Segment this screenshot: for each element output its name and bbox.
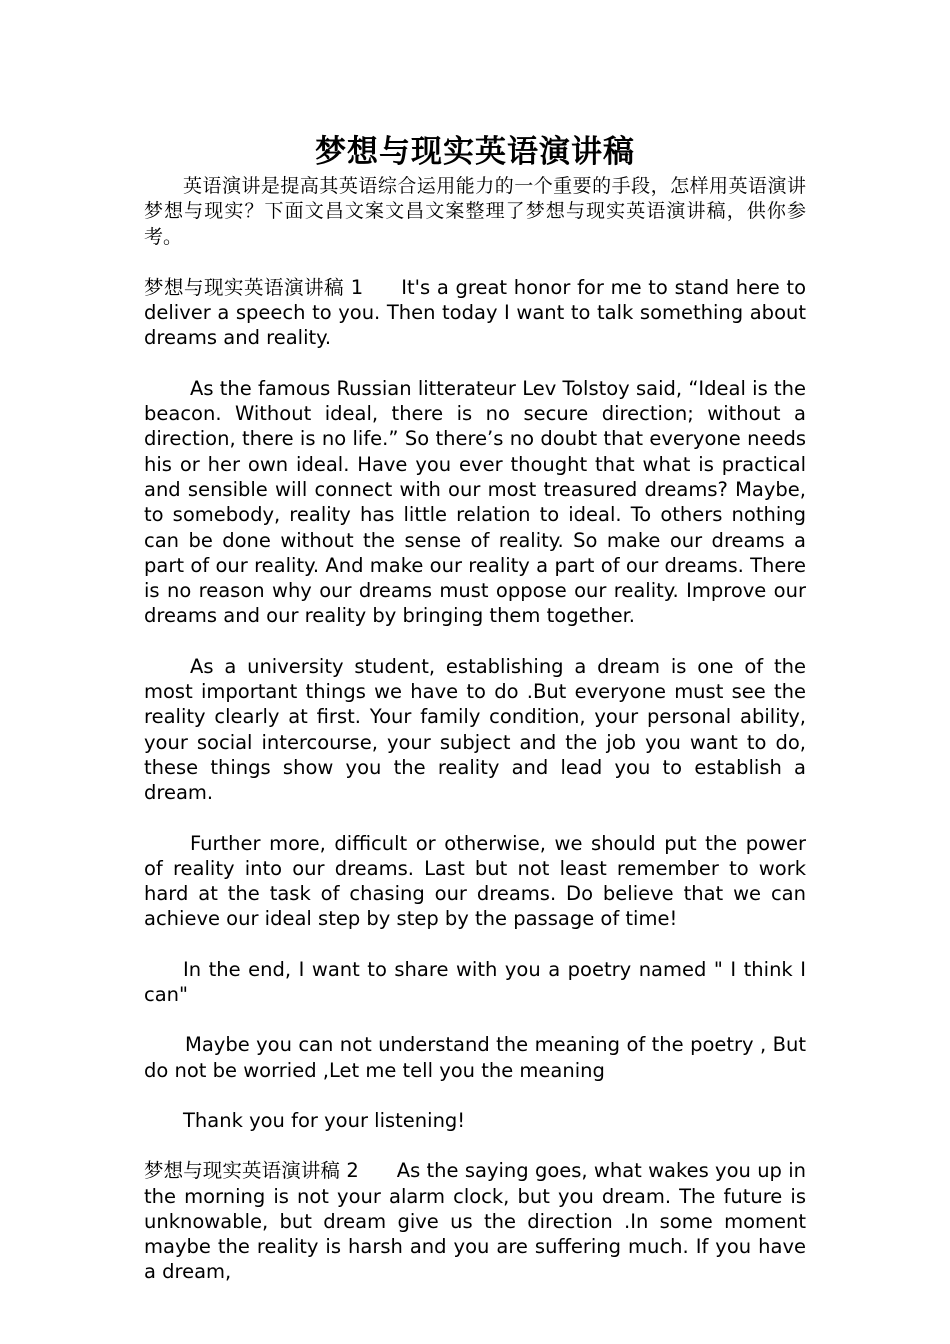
document-title: 梦想与现实英语演讲稿 xyxy=(315,134,635,170)
section-2-paragraph xyxy=(144,1158,806,1284)
document-page xyxy=(144,130,807,1284)
paragraph-poetry: In the end, I want to share with you a poetry named " I think I can" xyxy=(144,957,806,1007)
paragraph-meaning: Maybe you can not understand the meaning of the poetry , But do not be worried ,Let me tell you the meaning xyxy=(144,1033,806,1082)
section-1-opening: It's a great honor for me to stand here to deliver a speech to you. Then today I want to talk something about dreams and reality. xyxy=(144,275,807,350)
paragraph-further-more: Further more, difficult or otherwise, we should put the power of reality into our dreams. Last but not least remember to work hard at the task of chasing our dreams. Do believe that we can achieve our ideal step by step by the passage of time! xyxy=(144,831,806,931)
section-1-heading: 梦想与现实英语演讲稿 1 xyxy=(144,275,364,299)
paragraph-university-student: As a university student, establishing a dream is one of the most important things we have to do .But everyone must see the reality clearly at first. Your family condition, your personal ability, your social intercourse, your subject and the job you want to do, these things show you the reality and lead you to establish a dream. xyxy=(144,654,806,805)
intro-paragraph: 英语演讲是提高其英语综合运用能力的一个重要的手段，怎样用英语演讲梦想与现实？下面文昌文案文昌文案整理了梦想与现实英语演讲稿，供你参考。 xyxy=(144,175,806,248)
section-2-opening: As the saying goes, what wakes you up in the morning is not your alarm clock, but you dream. The future is unknowable, but dream give us the direction .In some moment maybe the reality is harsh and you are suffering much. If you have a dream, xyxy=(144,1159,807,1284)
section-2-heading: 梦想与现实英语演讲稿 2 xyxy=(144,1159,359,1183)
section-1-paragraph xyxy=(144,275,806,351)
paragraph-tolstoy: As the famous Russian litterateur Lev Tolstoy said, “Ideal is the beacon. Without ideal, there is no secure direction; without a direction, there is no life.” So there’s no doubt that everyone needs his or her own ideal. Have you ever thought that what is practical and sensible will connect with our most treasured dreams? Maybe, to somebody, reality has little relation to ideal. To others nothing can be done without the sense of reality. So make our dreams a part of our reality. And make our reality a part of our dreams. There is no reason why our dreams must oppose our reality. Improve our dreams and our reality by bringing them together. xyxy=(144,376,806,628)
paragraph-thanks: Thank you for your listening! xyxy=(183,1108,466,1132)
